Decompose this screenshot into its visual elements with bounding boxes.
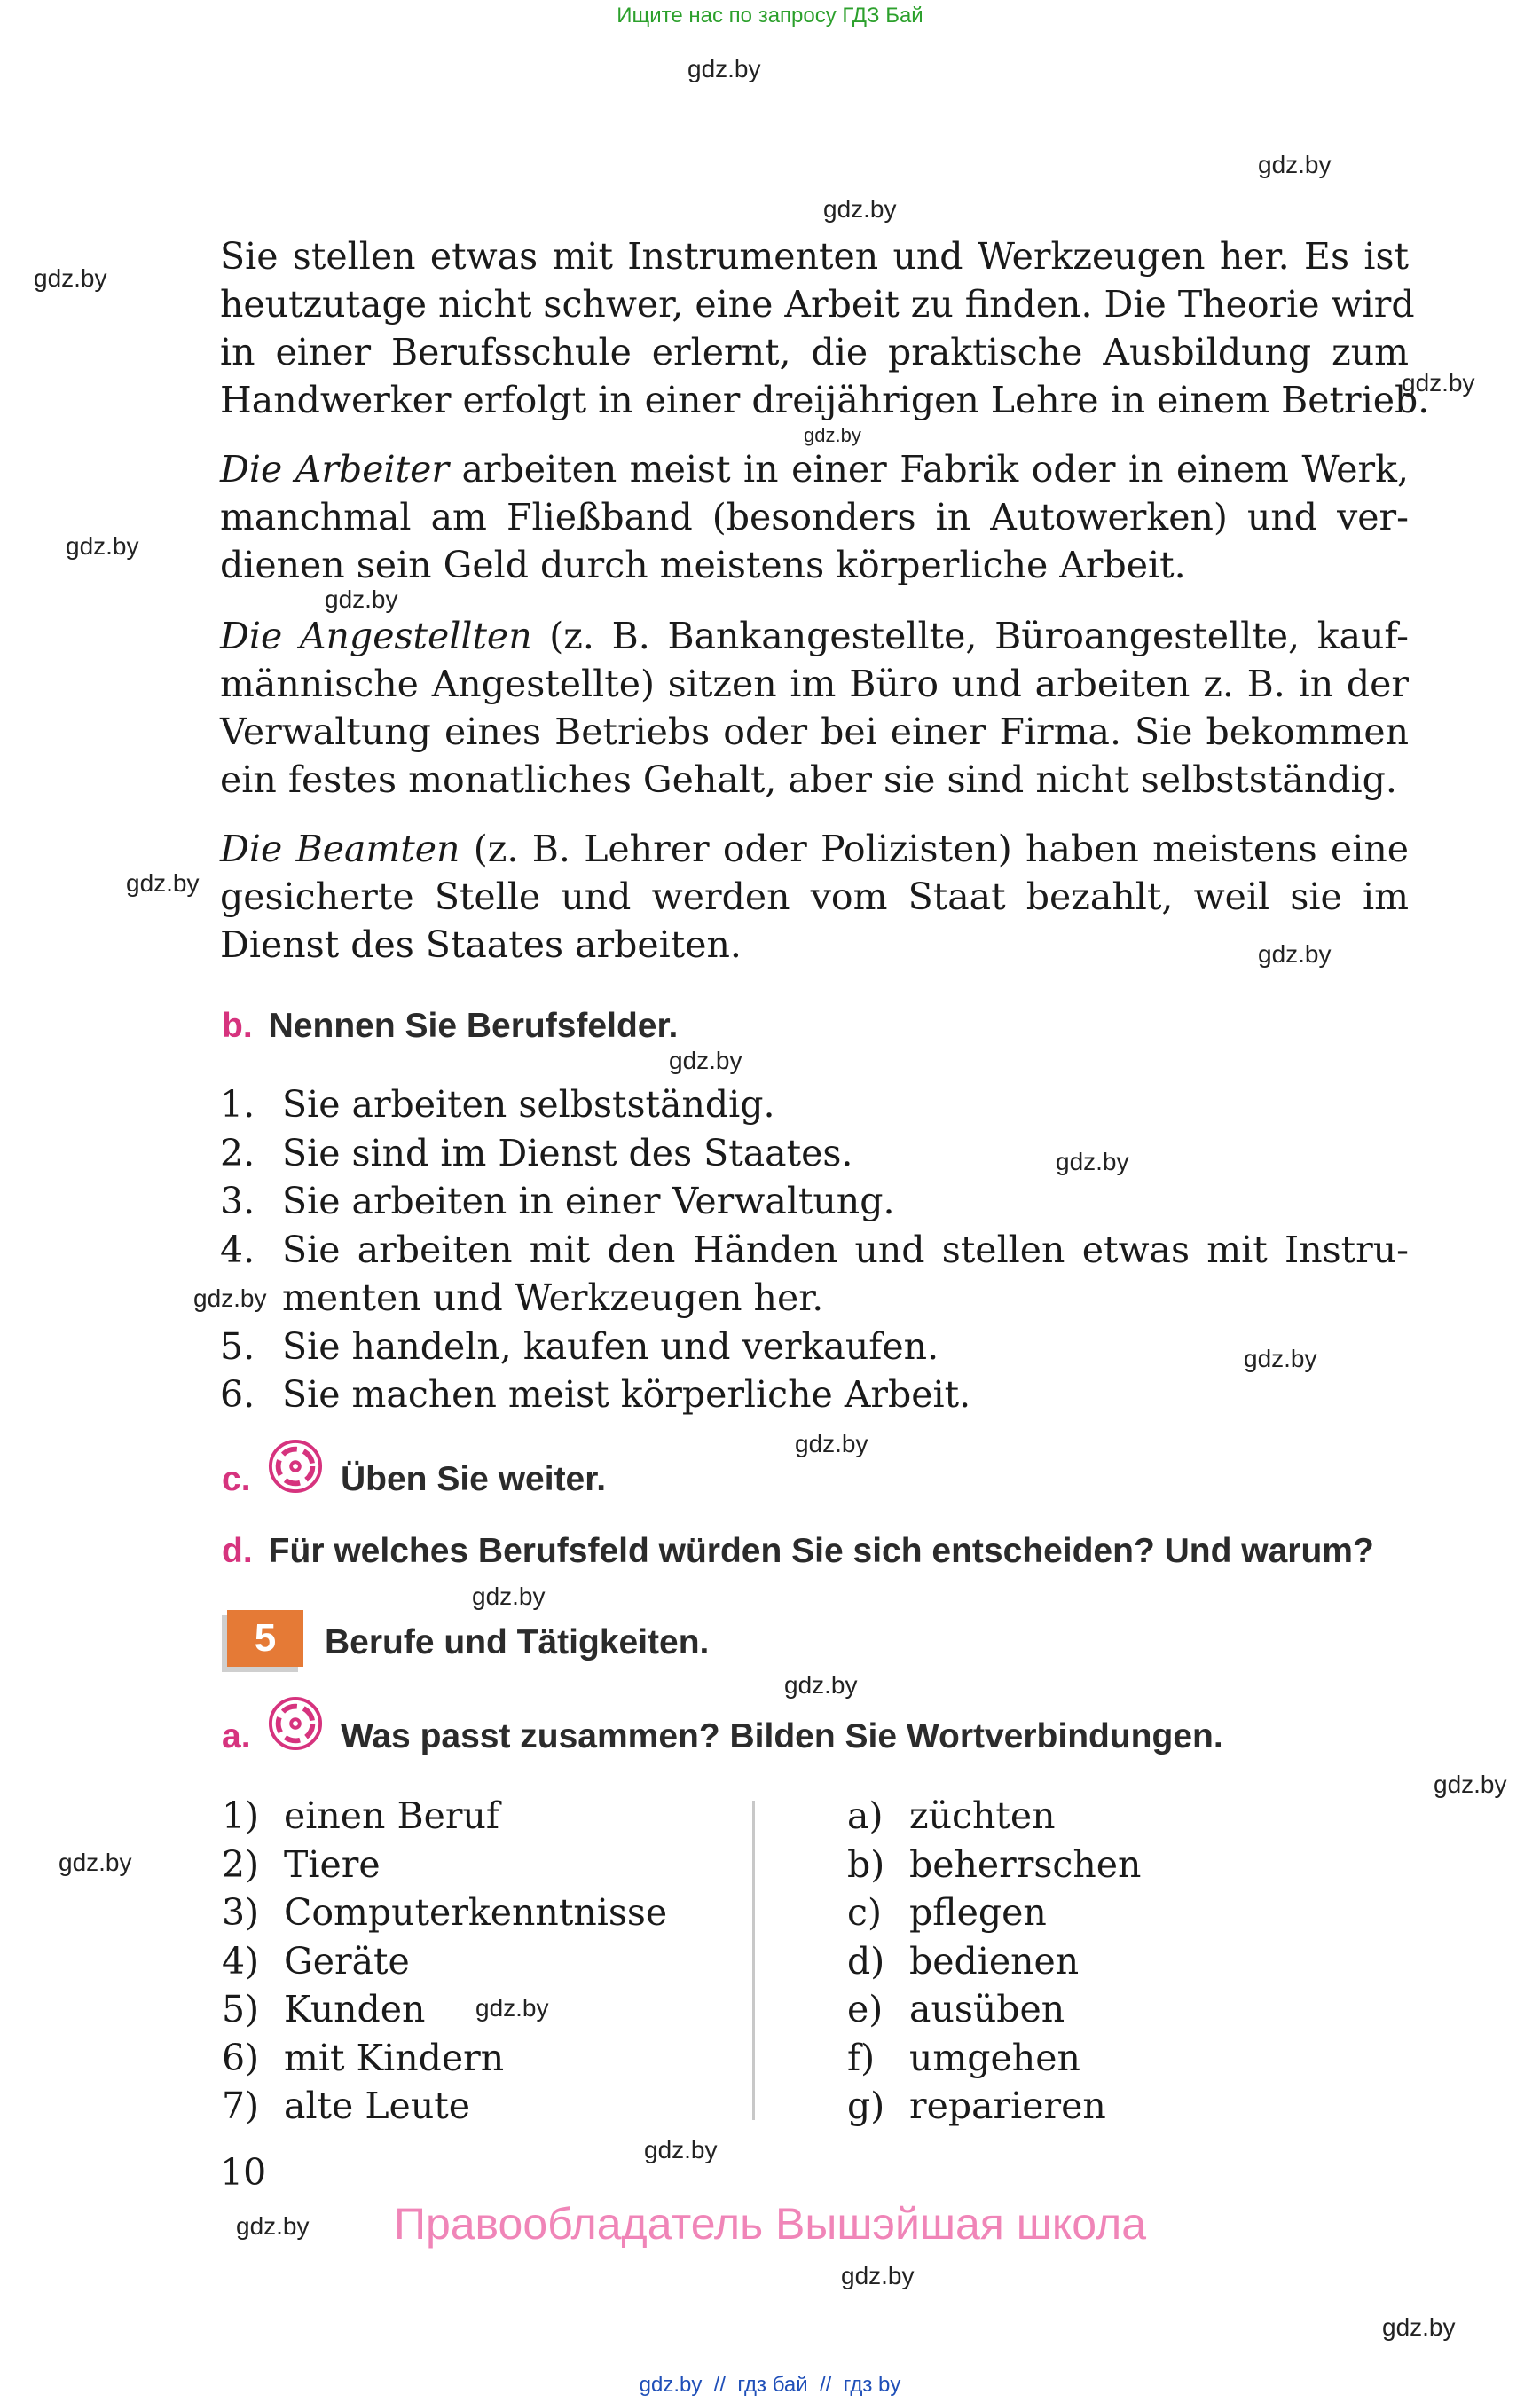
item-text: ausüben [909,1988,1065,2030]
task-a-title: Was passt zusammen? Bilden Sie Wortverbindungen. [341,1717,1223,1755]
item-text: reparieren [909,2085,1106,2127]
list-item [220,1274,1409,1323]
watermark: gdz.by [804,424,861,446]
cd-icon[interactable] [268,1439,323,1494]
column-divider [752,1801,755,2120]
list-item [847,2082,1141,2131]
term-beamten: Die Beamten [220,828,460,870]
list-item [222,1985,667,2034]
item-text: alte Leute [284,2085,470,2127]
item-text: bedienen [909,1939,1080,1983]
text-line: manchmal am Fließband (besonders in Autowerken) und ver- [220,496,1409,538]
item-label: a) [847,1794,884,1837]
list-item [847,1889,1141,1937]
item-label: f) [847,2036,876,2079]
copyright-notice: Правообладатель Вышэйшая школа [394,2199,1146,2249]
text-line: Sie stellen etwas mit Instrumenten und Werkzeugen her. Es ist [220,235,1409,278]
task-letter: a. [222,1717,251,1755]
list-text: Sie machen meist körperliche Arbeit. [282,1373,971,1416]
task-title: Nennen Sie Berufsfelder. [268,1007,679,1045]
watermark: gdz.by [1056,1148,1129,1175]
cd-icon[interactable] [268,1696,323,1751]
list-item [847,1841,1141,1889]
task-a-heading [222,1717,267,1756]
list-number: 4. [220,1228,255,1271]
page-number: 10 [220,2151,267,2194]
watermark: gdz.by [823,195,897,223]
list-text: Sie handeln, kaufen und verkaufen. [282,1324,939,1368]
list-text: Sie sind im Dienst des Staates. [282,1131,853,1174]
list-item [222,2034,667,2083]
item-label: 3) [222,1891,260,1934]
list-item [222,1889,667,1937]
list-text: Sie arbeiten selbstständig. [282,1083,775,1126]
term-arbeiter: Die Arbeiter [220,448,449,491]
paragraph-arbeiter [220,445,1409,589]
task-b-heading [222,1007,678,1046]
berufsfelder-list [220,1080,1409,1419]
watermark: gdz.by [59,1849,132,1876]
watermark: gdz.by [784,1671,858,1699]
list-item [847,2034,1141,2083]
list-number: 5. [220,1324,255,1368]
matching-right-column [847,1792,1141,2131]
item-label: 2) [222,1842,260,1886]
watermark: gdz.by [472,1582,546,1610]
list-item [220,1323,1409,1371]
term-angestellten: Die Angestellten [220,615,532,657]
list-item [847,1937,1141,1986]
list-text: menten und Werkzeugen her. [282,1276,824,1319]
item-label: 5) [222,1988,260,2030]
item-label: d) [847,1939,885,1983]
item-label: 1) [222,1794,260,1837]
text-line: Handwerker erfolgt in einer dreijährigen Lehre in einem Betrieb. [220,379,1430,421]
item-text: Kunden [284,1988,426,2030]
item-label: g) [847,2085,885,2127]
item-label: 7) [222,2085,260,2127]
list-item [222,1937,667,1986]
list-number: 1. [220,1083,255,1126]
watermark: gdz.by [1402,369,1475,397]
task-d-heading [222,1532,1374,1571]
watermark: gdz.by [644,2136,718,2163]
item-label: e) [847,1988,884,2030]
item-label: c) [847,1891,882,1934]
list-item [847,1792,1141,1841]
exercise-number-badge: 5 [227,1610,303,1667]
item-text: umgehen [909,2036,1080,2079]
list-item [222,1792,667,1841]
list-text: Sie arbeiten in einer Verwaltung. [282,1180,895,1222]
top-banner: Ищите нас по запросу ГДЗ Бай [617,4,923,27]
text-line: gesicherte Stelle und werden vom Staat bezahlt, weil sie im [220,876,1409,918]
item-text: mit Kindern [284,2036,505,2079]
task-c-title: Üben Sie weiter. [341,1460,607,1498]
text-line: dienen sein Geld durch meistens körperliche Arbeit. [220,544,1186,586]
text-line: in einer Berufsschule erlernt, die praktische Ausbildung zum [220,331,1409,373]
item-text: Geräte [284,1939,410,1983]
list-item [220,1080,1409,1129]
text-line: ein festes monatliches Gehalt, aber sie sind nicht selbstständig. [220,758,1397,801]
watermark: gdz.by [126,869,200,897]
bottom-banner: gdz.by // гдз бай // гдз by [639,2373,901,2397]
text-line [220,612,1409,660]
watermark: gdz.by [325,585,398,613]
text-line [220,825,1409,873]
task-letter: c. [222,1460,251,1498]
task-c-heading [222,1460,267,1499]
text-line: Verwaltung eines Betriebs oder bei einer Firma. Sie bekommen [220,711,1409,753]
paragraph-handwerker [220,232,1430,424]
watermark: gdz.by [669,1047,742,1074]
list-item [220,1129,1409,1178]
text-fragment: (z. B. Bankangestellte, Büroangestellte, kauf- [531,615,1409,657]
watermark: gdz.by [795,1430,868,1457]
matching-left-column [222,1792,667,2131]
paragraph-beamten [220,825,1409,969]
task-title: Für welches Berufsfeld würden Sie sich entscheiden? Und warum? [268,1532,1374,1570]
text-line [220,445,1409,493]
list-item [220,1177,1409,1226]
text-fragment: arbeiten meist in einer Fabrik oder in einem Werk, [448,448,1409,491]
text-line: Dienst des Staates arbeiten. [220,923,742,966]
item-text: pflegen [909,1891,1047,1934]
item-text: Tiere [284,1842,381,1886]
item-label: b) [847,1842,885,1886]
list-item [222,2082,667,2131]
list-item [220,1370,1409,1419]
item-text: einen Beruf [284,1794,500,1837]
list-text: Sie arbeiten mit den Händen und stellen etwas mit Instru- [282,1228,1409,1271]
list-item [222,1841,667,1889]
watermark: gdz.by [475,1994,549,2022]
watermark: gdz.by [1258,151,1332,178]
watermark: gdz.by [688,55,761,82]
watermark: gdz.by [193,1284,267,1312]
item-text: beherrschen [909,1842,1142,1886]
list-item [847,1985,1141,2034]
list-number: 3. [220,1180,255,1222]
text-fragment: (z. B. Lehrer oder Polizisten) haben meistens eine [460,828,1409,870]
item-text: Computerkenntnisse [284,1891,668,1934]
list-number: 6. [220,1373,255,1416]
watermark: gdz.by [1434,1771,1507,1798]
watermark: gdz.by [841,2262,915,2289]
watermark: gdz.by [1382,2313,1456,2341]
list-number: 2. [220,1131,255,1174]
list-item [220,1226,1409,1275]
watermark: gdz.by [1244,1345,1317,1372]
text-line: männische Angestellte) sitzen im Büro und arbeiten z. B. in der [220,663,1409,705]
item-text: züchten [909,1794,1056,1837]
item-label: 6) [222,2036,260,2079]
watermark: gdz.by [66,532,139,560]
paragraph-angestellten [220,612,1409,804]
task-letter: d. [222,1532,253,1570]
watermark: gdz.by [1258,940,1332,968]
task-letter: b. [222,1007,253,1045]
text-line: heutzutage nicht schwer, eine Arbeit zu finden. Die Theorie wird [220,283,1415,326]
watermark: gdz.by [236,2212,310,2240]
item-label: 4) [222,1939,260,1983]
watermark: gdz.by [34,264,107,292]
exercise-5-title: Berufe und Tätigkeiten. [325,1623,710,1661]
